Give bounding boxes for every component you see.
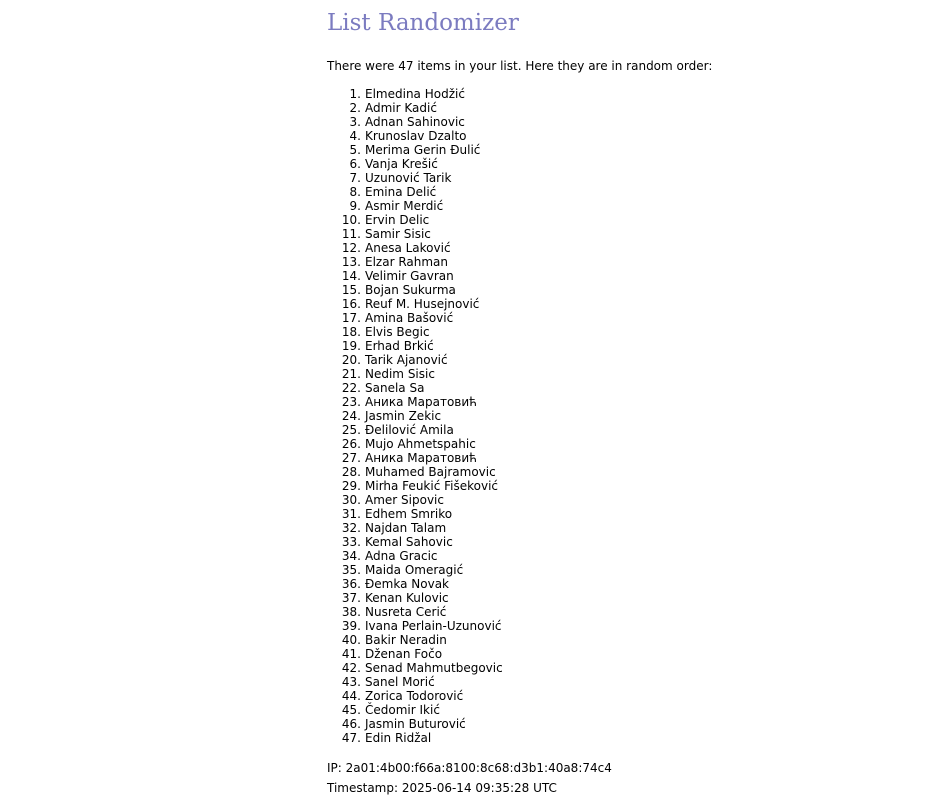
list-item-name: Sanela Sa xyxy=(365,381,425,395)
list-item-name: Tarik Ajanović xyxy=(365,353,448,367)
list-item-number: 39. xyxy=(341,619,361,633)
list-item-number: 25. xyxy=(341,423,361,437)
list-item-number: 6. xyxy=(349,157,361,171)
list-item-name: Аника Маратовић xyxy=(365,395,477,409)
list-item-number: 28. xyxy=(341,465,361,479)
list-item-number: 13. xyxy=(341,255,361,269)
list-item-name: Ivana Perlain-Uzunović xyxy=(365,619,502,633)
list-item-name: Elvis Begic xyxy=(365,325,430,339)
list-item xyxy=(341,619,503,633)
list-item-name: Edin Ridžal xyxy=(365,731,432,745)
list-item-name: Ervin Delic xyxy=(365,213,430,227)
list-item-name: Đelilović Amila xyxy=(365,423,454,437)
list-item-number: 9. xyxy=(349,199,361,213)
list-item-name: Đemka Novak xyxy=(365,577,449,591)
list-item-number: 36. xyxy=(341,577,361,591)
list-item-number: 4. xyxy=(349,129,361,143)
list-item xyxy=(341,465,503,479)
list-item-number: 34. xyxy=(341,549,361,563)
list-item-name: Dženan Fočo xyxy=(365,647,443,661)
list-item-number: 37. xyxy=(341,591,361,605)
list-item-name: Senad Mahmutbegovic xyxy=(365,661,503,675)
list-item-name: Čedomir Ikić xyxy=(365,703,440,717)
list-item-name: Muhamed Bajramovic xyxy=(365,465,496,479)
list-item-number: 27. xyxy=(341,451,361,465)
list-item xyxy=(349,185,503,199)
list-item-name: Maida Omeragić xyxy=(365,563,464,577)
list-item xyxy=(341,255,503,269)
list-item-number: 23. xyxy=(341,395,361,409)
list-item xyxy=(341,367,503,381)
list-item-name: Reuf M. Husejnović xyxy=(365,297,480,311)
list-item-number: 35. xyxy=(341,563,361,577)
page-title: List Randomizer xyxy=(327,10,519,36)
list-item xyxy=(341,311,503,325)
list-item-name: Mirha Feukić Fišeković xyxy=(365,479,499,493)
list-item-name: Merima Gerin Đulić xyxy=(365,143,481,157)
intro-text: There were 47 items in your list. Here they are in random order: xyxy=(327,59,713,73)
list-item-name: Krunoslav Dzalto xyxy=(365,129,467,143)
randomized-list xyxy=(327,87,503,745)
list-item-number: 26. xyxy=(341,437,361,451)
list-item xyxy=(341,283,503,297)
list-item xyxy=(341,731,503,745)
list-item-name: Adna Gracic xyxy=(365,549,438,563)
list-item-number: 12. xyxy=(341,241,361,255)
list-item xyxy=(341,353,503,367)
list-item xyxy=(349,101,503,115)
list-item-number: 10. xyxy=(341,213,361,227)
list-item-number: 14. xyxy=(341,269,361,283)
list-item-name: Anesa Laković xyxy=(365,241,451,255)
list-item-number: 22. xyxy=(341,381,361,395)
list-item xyxy=(341,661,503,675)
list-item-name: Velimir Gavran xyxy=(365,269,454,283)
list-item xyxy=(341,703,503,717)
list-item-number: 8. xyxy=(349,185,361,199)
list-item-number: 7. xyxy=(349,171,361,185)
list-item-name: Bojan Sukurma xyxy=(365,283,456,297)
list-item-number: 3. xyxy=(349,115,361,129)
list-item-number: 20. xyxy=(341,353,361,367)
list-item xyxy=(341,423,503,437)
list-item-number: 15. xyxy=(341,283,361,297)
list-item-number: 44. xyxy=(341,689,361,703)
list-item xyxy=(349,87,503,101)
timestamp: Timestamp: 2025-06-14 09:35:28 UTC xyxy=(327,781,557,795)
list-item-number: 29. xyxy=(341,479,361,493)
list-item xyxy=(341,717,503,731)
list-item-name: Elmedina Hodžić xyxy=(365,87,465,101)
list-item xyxy=(341,563,503,577)
list-item-name: Amina Bašović xyxy=(365,311,454,325)
list-item xyxy=(341,381,503,395)
list-item-name: Admir Kadić xyxy=(365,101,437,115)
list-item-name: Asmir Merdić xyxy=(365,199,444,213)
list-item-number: 17. xyxy=(341,311,361,325)
list-item xyxy=(341,269,503,283)
ip-address: IP: 2a01:4b00:f66a:8100:8c68:d3b1:40a8:74c4 xyxy=(327,761,612,775)
list-item-name: Bakir Neradin xyxy=(365,633,447,647)
list-item xyxy=(341,395,503,409)
list-item-number: 19. xyxy=(341,339,361,353)
list-item xyxy=(341,451,503,465)
list-item-number: 33. xyxy=(341,535,361,549)
list-item-number: 5. xyxy=(349,143,361,157)
list-item xyxy=(341,297,503,311)
list-item-number: 24. xyxy=(341,409,361,423)
list-item-name: Samir Sisic xyxy=(365,227,431,241)
list-item xyxy=(341,689,503,703)
list-item xyxy=(349,129,503,143)
list-item-name: Zorica Todorović xyxy=(365,689,464,703)
list-item-name: Nusreta Cerić xyxy=(365,605,447,619)
list-item-number: 11. xyxy=(341,227,361,241)
list-item xyxy=(341,675,503,689)
list-item xyxy=(341,213,503,227)
list-item-name: Najdan Talam xyxy=(365,521,447,535)
list-item-name: Vanja Krešić xyxy=(365,157,438,171)
list-item xyxy=(341,507,503,521)
list-item xyxy=(341,493,503,507)
list-item-name: Edhem Smriko xyxy=(365,507,453,521)
list-item-number: 38. xyxy=(341,605,361,619)
list-item xyxy=(341,633,503,647)
list-item-number: 41. xyxy=(341,647,361,661)
list-item xyxy=(341,325,503,339)
list-item xyxy=(341,227,503,241)
list-item-name: Adnan Sahinovic xyxy=(365,115,465,129)
list-item xyxy=(341,437,503,451)
list-item-name: Amer Sipovic xyxy=(365,493,444,507)
list-item-name: Nedim Sisic xyxy=(365,367,435,381)
list-item-number: 42. xyxy=(341,661,361,675)
list-item-name: Mujo Ahmetspahic xyxy=(365,437,476,451)
list-item-name: Kemal Sahovic xyxy=(365,535,453,549)
list-item xyxy=(341,241,503,255)
list-item xyxy=(341,605,503,619)
list-item xyxy=(341,577,503,591)
list-item-number: 31. xyxy=(341,507,361,521)
list-item xyxy=(341,479,503,493)
list-item xyxy=(349,171,503,185)
list-item-number: 1. xyxy=(349,87,361,101)
list-item-number: 21. xyxy=(341,367,361,381)
list-item-name: Uzunović Tarik xyxy=(365,171,452,185)
list-item-name: Sanel Morić xyxy=(365,675,435,689)
list-item-name: Jasmin Zekic xyxy=(365,409,442,423)
list-item xyxy=(349,143,503,157)
list-item-number: 40. xyxy=(341,633,361,647)
list-item xyxy=(341,535,503,549)
list-item-number: 32. xyxy=(341,521,361,535)
list-item-name: Elzar Rahman xyxy=(365,255,448,269)
list-item-number: 45. xyxy=(341,703,361,717)
list-item-number: 30. xyxy=(341,493,361,507)
list-item xyxy=(341,409,503,423)
list-item-name: Emina Delić xyxy=(365,185,437,199)
list-item-name: Kenan Kulovic xyxy=(365,591,449,605)
list-item-name: Аника Маратовић xyxy=(365,451,477,465)
list-item-number: 47. xyxy=(341,731,361,745)
list-item xyxy=(341,591,503,605)
list-item-number: 46. xyxy=(341,717,361,731)
list-item xyxy=(341,549,503,563)
list-item xyxy=(349,157,503,171)
list-item xyxy=(341,339,503,353)
list-item xyxy=(341,521,503,535)
list-item xyxy=(349,199,503,213)
list-item-name: Jasmin Buturović xyxy=(365,717,466,731)
list-item xyxy=(349,115,503,129)
list-item-number: 2. xyxy=(349,101,361,115)
list-item-number: 43. xyxy=(341,675,361,689)
list-item-name: Erhad Brkić xyxy=(365,339,434,353)
list-item-number: 16. xyxy=(341,297,361,311)
list-item xyxy=(341,647,503,661)
list-item-number: 18. xyxy=(341,325,361,339)
